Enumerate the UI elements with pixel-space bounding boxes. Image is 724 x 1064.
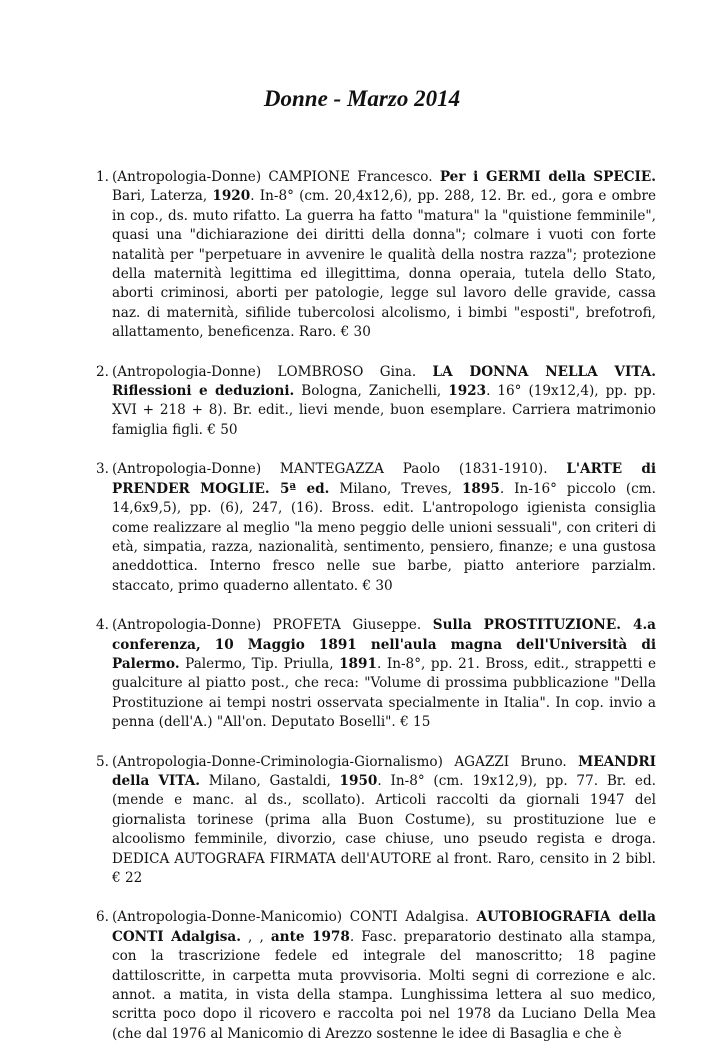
entry-number: 4. [96, 617, 109, 634]
entry-bold-text: 1950 [339, 772, 378, 789]
entry-plain-text: . In-8° (cm. 19x12,9), pp. 77. Br. ed. (mende e manc. al ds., scollato). Articoli raccolti da giornali 1947 del giornalista torinese (prima alla Buon Costume), su prostituzione lue e alcoolismo femminile, divorzio, case chiuse, uno pseudo regista e droga. DEDICA AUTOGRAFA FIRMATA dell'AUTORE al front. Raro, censito in 2 bibl. € 22 [112, 772, 656, 886]
entry-plain-text: Milano, Gastaldi, [200, 772, 340, 789]
entry-number: 1. [96, 169, 109, 185]
entry-plain-text: Bologna, Zanichelli, [294, 383, 449, 400]
entry-plain-text: (Antropologia-Donne) PROFETA Giuseppe. [112, 617, 433, 634]
entry-plain-text: Milano, Treves, [329, 480, 462, 497]
entry-plain-text: (Antropologia-Donne) MANTEGAZZA Paolo (1831-1910). [112, 461, 567, 478]
entry-plain-text: . 16° (19x12,4), pp. pp. XVI + 218 + 8). Br. edit., lievi mende, buon esemplare. Carriera matrimonio famiglia figli. € 50 [112, 383, 657, 438]
page-title: Donne - Marzo 2014 [263, 86, 461, 111]
entry-text [112, 460, 656, 596]
entry-number: 2. [96, 363, 109, 380]
entry-bold-text: 1895 [461, 480, 500, 497]
entry-bold-text: 1923 [448, 383, 487, 400]
entry-number: 3. [96, 461, 109, 478]
entry-plain-text: Bari, Laterza, [112, 188, 213, 205]
entry-plain-text: (Antropologia-Donne) LOMBROSO Gina. [112, 363, 433, 380]
entry-plain-text: Palermo, Tip. Priulla, [179, 655, 340, 672]
catalog-entry [0, 616, 724, 732]
entry-number: 5. [96, 753, 109, 770]
entry-plain-text: , , [240, 928, 271, 945]
entry-text [112, 753, 656, 889]
entry-text [112, 168, 656, 343]
entry-bold-text: ante 1978 [270, 928, 350, 945]
entry-bold-text: MEANDRI della VITA. [112, 753, 656, 789]
entry-bold-text: 1891 [339, 655, 377, 672]
entry-plain-text: (Antropologia-Donne-Criminologia-Giornalismo) AGAZZI Bruno. [112, 753, 579, 770]
catalog-entry [0, 753, 724, 889]
entry-bold-text: L'ARTE di PRENDER MOGLIE. 5ª ed. [112, 461, 656, 497]
entry-plain-text: . In-8° (cm. 20,4x12,6), pp. 288, 12. Br. ed., gora e ombre in cop., ds. muto rifatto. La guerra ha fatto "matura" la "quistione femminile", quasi una "dichiarazione dei diritti della donna"; colmare i vuoti con forte natalità per "perpetuare in avvenire le qualità della nostra razza"; protezione della maternità legittima ed illegittima, donna operaia, tutela dello Stato, aborti criminosi, aborti per patologie, legge sul lavoro delle gravide, cassa naz. di maternità, sifilide tubercolosi alcolismo, i bimbi "esposti", brefotrofi, allattamento, beneficenza. Raro. € 30 [112, 188, 656, 341]
entry-bold-text: Sulla PROSTITUZIONE. 4.a conferenza, 10 Maggio 1891 nell'aula magna dell'Università di Palermo. [112, 617, 656, 672]
catalog-entry [0, 363, 724, 441]
entry-bold-text: AUTOBIOGRAFIA della CONTI Adalgisa. [112, 909, 656, 945]
entry-plain-text: (Antropologia-Donne-Manicomio) CONTI Adalgisa. [112, 909, 477, 926]
entry-text [112, 363, 656, 441]
entry-number: 6. [96, 909, 109, 926]
entry-bold-text: Per i GERMI della SPECIE. [439, 169, 656, 185]
entry-plain-text: . In-16° piccolo (cm. 14,6x9,5), pp. (6), 247, (16). Bross. edit. L'antropologo igienista consiglia come realizzare al meglio "la meno peggio delle unioni sessuali", con criteri di età, simpatia, razza, nazionalità, sentimento, pensiero, finanze; e una gustosa aneddottica. Interno fresco nelle sue barbe, piatto anteriore parzialm. staccato, primo quaderno allentato. € 30 [112, 480, 657, 594]
entry-plain-text: (Antropologia-Donne) CAMPIONE Francesco. [112, 169, 440, 185]
entry-plain-text: . In-8°, pp. 21. Bross, edit., strappetti e gualciture al piatto post., che reca: "Volume di prossima pubblicazione "Della Prostituzione ai tempi nostri osservata specialmente in Italia". In cop. invio a penna (dell'A.) "All'on. Deputato Boselli". € 15 [112, 655, 656, 731]
catalog-list [0, 168, 724, 1064]
catalog-entry [0, 460, 724, 596]
entry-plain-text: . Fasc. preparatorio destinato alla stampa, con la trascrizione fedele ed integrale del manoscritto; 18 pagine dattiloscritte, in carpetta muta provvisoria. Molti segni di correzione e alc. annot. a matita, in vista della stampa. Lunghissima lettera al suo medico, scritta poco dopo il ricovero e raccolta poi nel 1978 da Luciano Della Mea (che dal 1976 al Manicomio di Arezzo sostenne le idee di Basaglia e che è [112, 928, 656, 1042]
entry-text [112, 616, 656, 732]
catalog-entry [0, 168, 724, 343]
entry-bold-text: LA DONNA NELLA VITA. Riflessioni e deduzioni. [112, 363, 656, 400]
entry-bold-text: 1920 [212, 188, 251, 205]
